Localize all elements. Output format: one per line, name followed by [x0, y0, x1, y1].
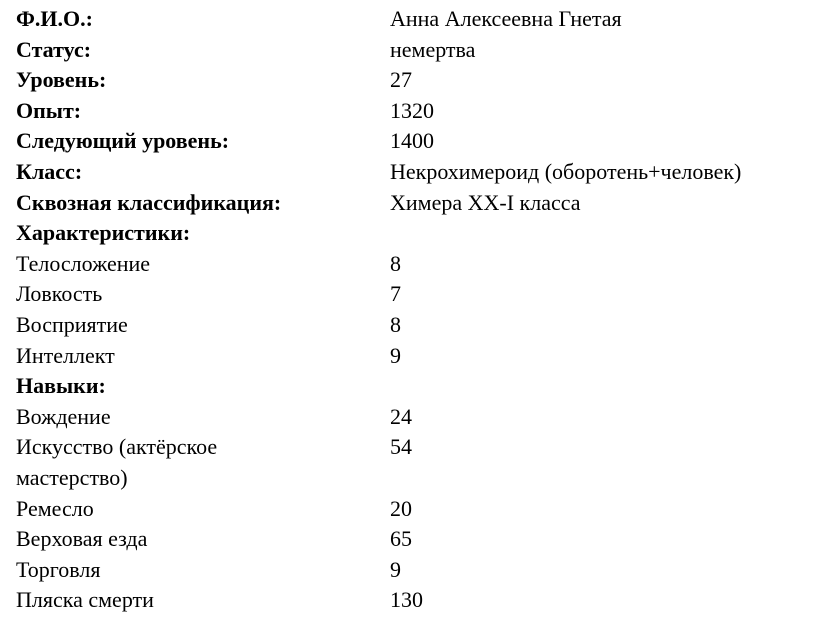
row-classification	[16, 188, 826, 219]
label-next-level: Следующий уровень:	[16, 128, 230, 154]
character-sheet	[16, 4, 826, 616]
value-constitution: 8	[390, 250, 401, 276]
row-class	[16, 157, 826, 188]
row-driving	[16, 402, 826, 433]
row-constitution	[16, 249, 826, 280]
row-intellect	[16, 341, 826, 372]
value-agility: 7	[390, 281, 401, 307]
value-craft: 20	[390, 495, 412, 521]
label-level: Уровень:	[16, 67, 107, 93]
label-classification: Сквозная классификация:	[16, 189, 282, 215]
row-agility	[16, 279, 826, 310]
label-full-name: Ф.И.О.:	[16, 6, 93, 31]
value-classification: Химера XX-I класса	[390, 189, 581, 215]
characteristics-heading: Характеристики:	[16, 220, 191, 246]
value-death-dance: 130	[390, 587, 423, 613]
value-experience: 1320	[390, 97, 434, 123]
row-art	[16, 432, 826, 463]
value-trade: 9	[390, 556, 401, 582]
label-trade: Торговля	[16, 556, 101, 582]
value-level: 27	[390, 67, 412, 93]
skills-heading: Навыки:	[16, 373, 106, 399]
row-perception	[16, 310, 826, 341]
value-full-name: Анна Алексеевна Гнетая	[390, 6, 622, 31]
label-agility: Ловкость	[16, 281, 103, 307]
label-craft: Ремесло	[16, 495, 94, 521]
value-driving: 24	[390, 403, 412, 429]
row-art-continued	[16, 463, 826, 494]
label-class: Класс:	[16, 158, 83, 184]
label-status: Статус:	[16, 36, 92, 62]
row-status	[16, 35, 826, 66]
value-class: Некрохимероид (оборотень+человек)	[390, 158, 742, 184]
label-art-continued: мастерство)	[16, 464, 128, 490]
label-driving: Вождение	[16, 403, 111, 429]
value-riding: 65	[390, 526, 412, 552]
label-death-dance: Пляска смерти	[16, 587, 154, 613]
skills-heading-row	[16, 371, 826, 402]
row-trade	[16, 555, 826, 586]
row-next-level	[16, 126, 826, 157]
row-death-dance	[16, 585, 826, 616]
row-craft	[16, 494, 826, 525]
characteristics-heading-row	[16, 218, 826, 249]
label-perception: Восприятие	[16, 311, 128, 337]
value-art: 54	[390, 434, 412, 460]
row-full-name	[16, 4, 826, 35]
row-level	[16, 65, 826, 96]
label-constitution: Телосложение	[16, 250, 151, 276]
label-intellect: Интеллект	[16, 342, 115, 368]
label-art: Искусство (актёрское	[16, 434, 218, 460]
label-experience: Опыт:	[16, 97, 82, 123]
value-perception: 8	[390, 311, 401, 337]
value-next-level: 1400	[390, 128, 434, 154]
row-experience	[16, 96, 826, 127]
value-intellect: 9	[390, 342, 401, 368]
value-status: немертва	[390, 36, 476, 62]
label-riding: Верховая езда	[16, 526, 148, 552]
row-riding	[16, 524, 826, 555]
